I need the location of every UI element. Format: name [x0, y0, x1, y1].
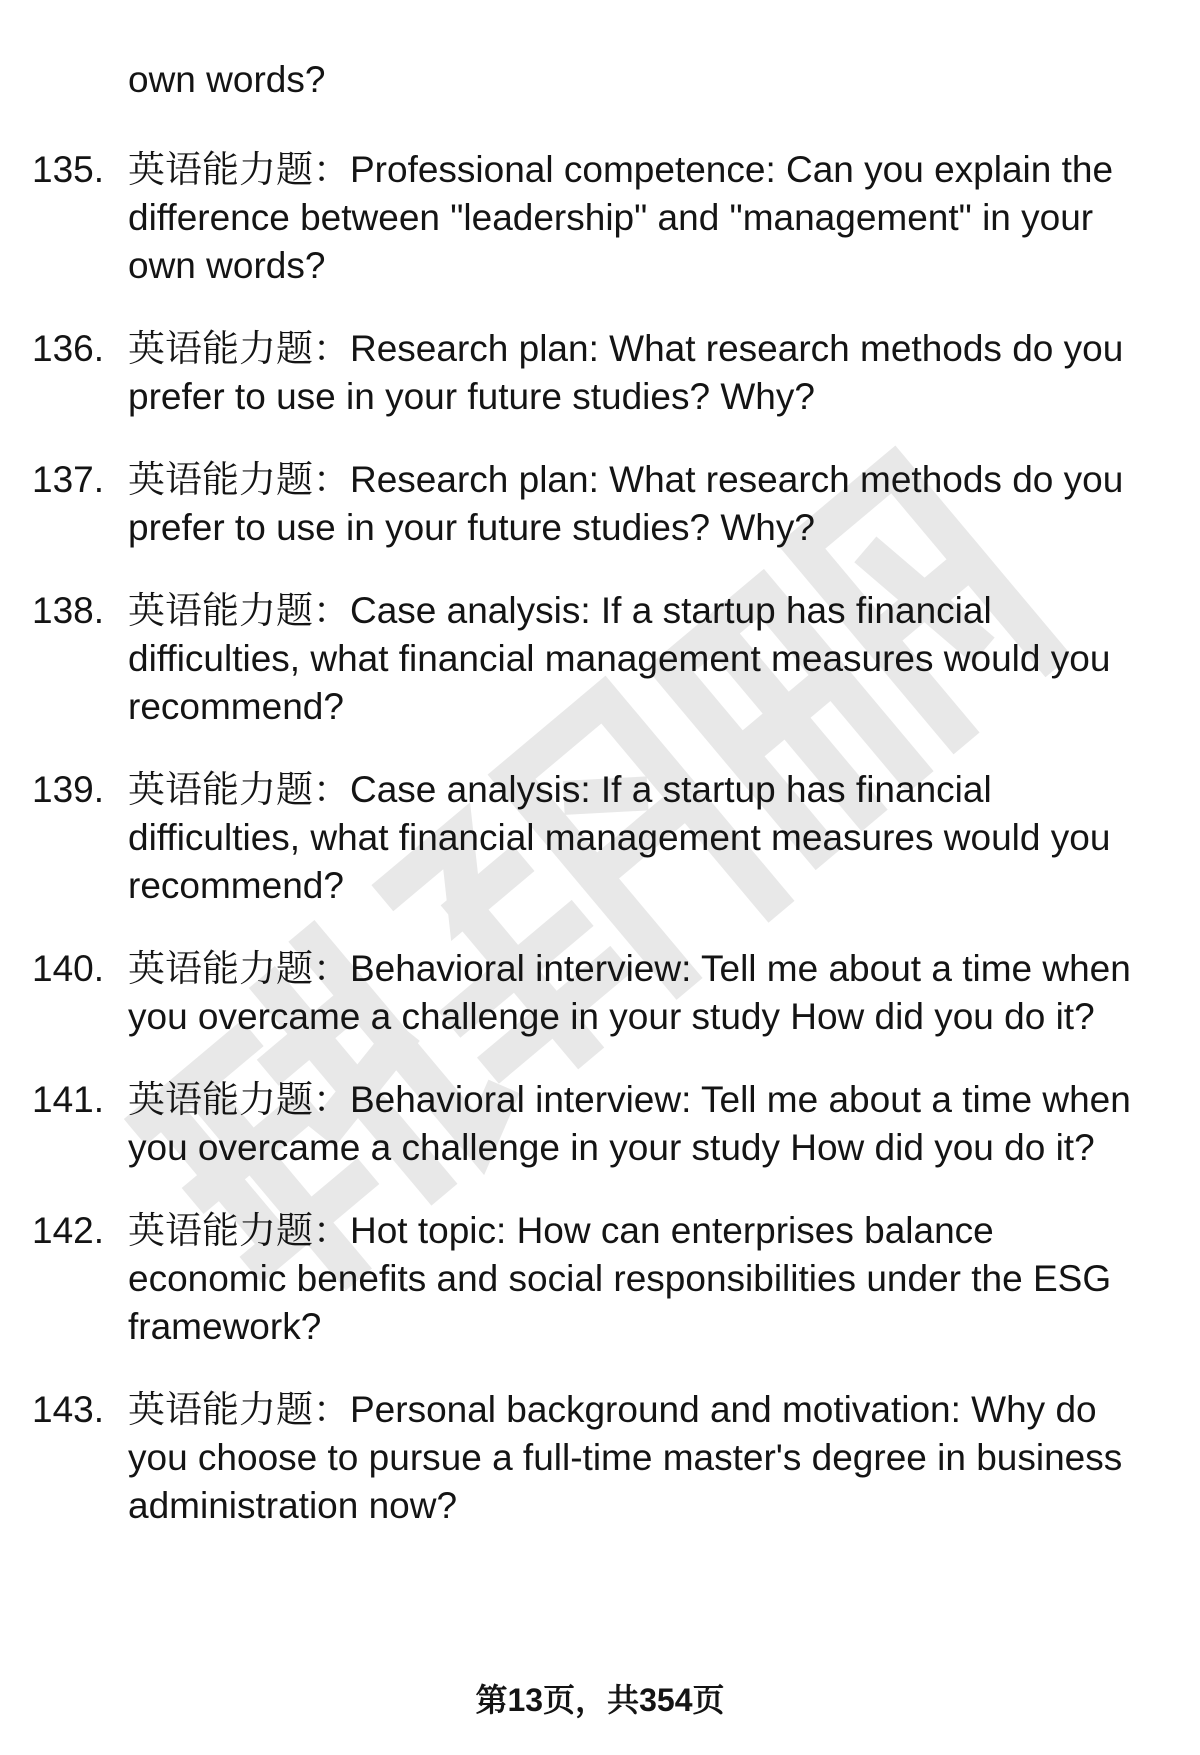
question-text: 英语能力题：Research plan: What research methods do you prefer to use in your future studies? Why?	[128, 459, 1124, 548]
page-number-footer: 第13页，共354页	[475, 1682, 725, 1718]
question-item	[0, 1076, 1200, 1172]
question-number: 139.	[32, 769, 105, 810]
question-number: 140.	[32, 948, 105, 989]
question-text: 英语能力题：Behavioral interview: Tell me about a time when you overcame a challenge in your study How did you do it?	[128, 948, 1131, 1037]
question-text: 英语能力题：Research plan: What research methods do you prefer to use in your future studies? Why?	[128, 328, 1124, 417]
question-item	[0, 325, 1200, 421]
question-item	[0, 1386, 1200, 1530]
question-text: 英语能力题：Hot topic: How can enterprises balance economic benefits and social responsibilities under the ESG framework?	[128, 1210, 1112, 1347]
question-text: 英语能力题：Case analysis: If a startup has financial difficulties, what financial management measures would you recommend?	[128, 590, 1111, 727]
question-number: 135.	[32, 149, 105, 190]
question-text: 英语能力题：Personal background and motivation: Why do you choose to pursue a full-time master's degree in business administration now?	[128, 1389, 1123, 1526]
question-number: 143.	[32, 1389, 105, 1430]
question-number: 138.	[32, 590, 105, 631]
question-item	[0, 766, 1200, 910]
question-item	[0, 146, 1200, 290]
question-number: 136.	[32, 328, 105, 369]
question-item	[0, 945, 1200, 1041]
question-text: 英语能力题：Case analysis: If a startup has financial difficulties, what financial management measures would you recommend?	[128, 769, 1111, 906]
question-item	[0, 1207, 1200, 1351]
question-text: 英语能力题：Behavioral interview: Tell me about a time when you overcame a challenge in your study How did you do it?	[128, 1079, 1131, 1168]
continuation-text: own words?	[128, 59, 326, 100]
question-item	[0, 456, 1200, 552]
question-item	[0, 587, 1200, 731]
question-number: 142.	[32, 1210, 105, 1251]
question-text: 英语能力题：Professional competence: Can you explain the difference between "leadership" and "management" in your own words?	[128, 149, 1114, 286]
question-number: 141.	[32, 1079, 105, 1120]
question-number: 137.	[32, 459, 105, 500]
question-list	[0, 146, 1200, 1565]
